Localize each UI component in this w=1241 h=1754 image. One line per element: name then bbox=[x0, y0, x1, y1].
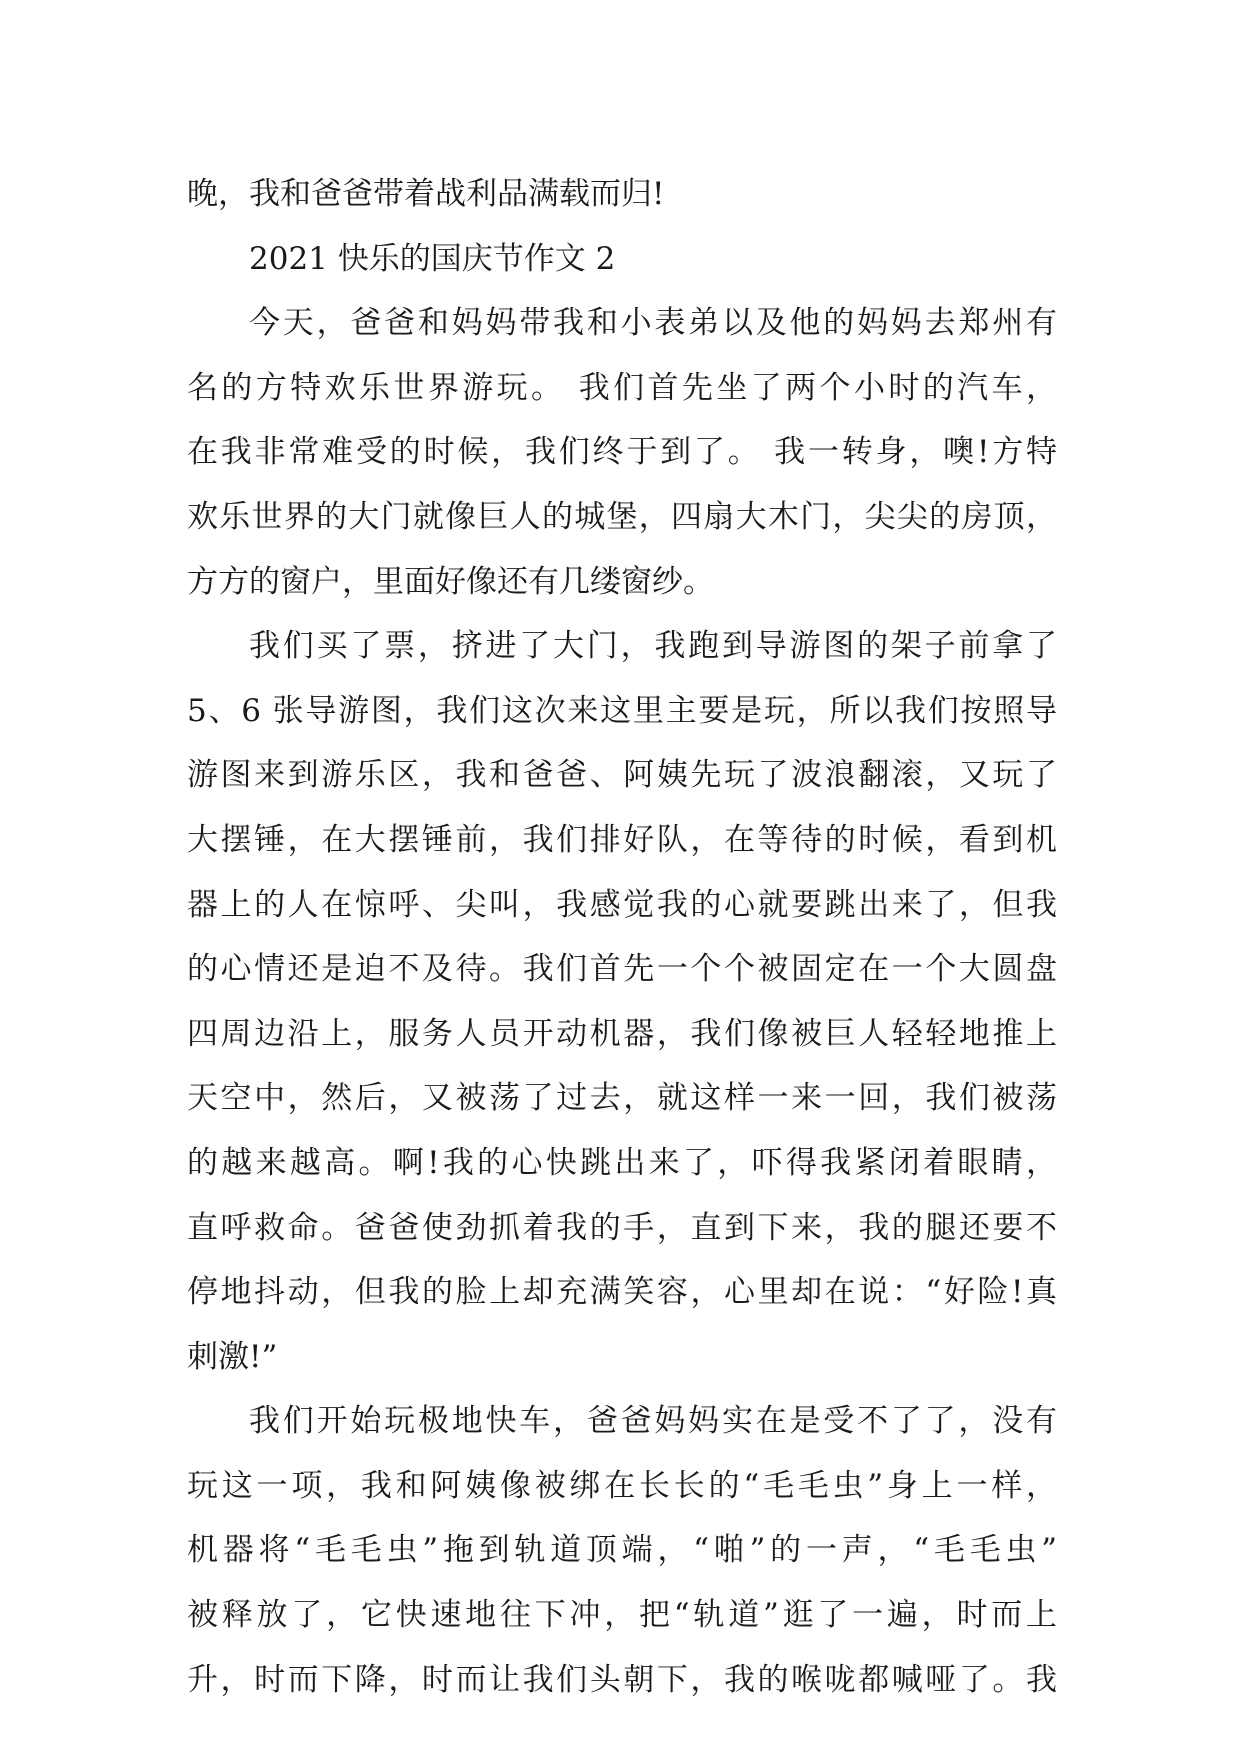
text-line: 的越来越高。啊!我的心快跳出来了，吓得我紧闭着眼睛， bbox=[187, 1144, 1057, 1181]
text-line: 我们开始玩极地快车，爸爸妈妈实在是受不了了，没有 bbox=[249, 1403, 1057, 1440]
text-line: 方方的窗户，里面好像还有几缕窗纱。 bbox=[187, 563, 714, 600]
text-line: 器上的人在惊呼、尖叫，我感觉我的心就要跳出来了，但我 bbox=[187, 886, 1057, 923]
text-line: 欢乐世界的大门就像巨人的城堡，四扇大木门，尖尖的房顶， bbox=[187, 498, 1057, 535]
text-line: 我们买了票，挤进了大门，我跑到导游图的架子前拿了 bbox=[249, 628, 1057, 665]
text-line: 大摆锤，在大摆锤前，我们排好队，在等待的时候，看到机 bbox=[187, 821, 1057, 858]
text-line: 停地抖动，但我的脸上却充满笑容，心里却在说：“好险!真 bbox=[187, 1274, 1057, 1311]
text-line: 今天，爸爸和妈妈带我和小表弟以及他的妈妈去郑州有 bbox=[249, 305, 1057, 342]
text-line: 在我非常难受的时候，我们终于到了。 我一转身，噢!方特 bbox=[187, 434, 1057, 471]
text-line: 天空中，然后，又被荡了过去，就这样一来一回，我们被荡 bbox=[187, 1080, 1057, 1117]
text-line: 被释放了，它快速地往下冲，把“轨道”逛了一遍，时而上 bbox=[187, 1597, 1057, 1634]
text-line: 游图来到游乐区，我和爸爸、阿姨先玩了波浪翻滚，又玩了 bbox=[187, 757, 1057, 794]
text-line: 刺激!” bbox=[187, 1338, 278, 1375]
section-title: 2021 快乐的国庆节作文 2 bbox=[249, 240, 616, 277]
text-line: 升，时而下降，时而让我们头朝下，我的喉咙都喊哑了。我 bbox=[187, 1661, 1057, 1698]
article-body bbox=[187, 162, 1057, 1712]
text-line: 名的方特欢乐世界游玩。 我们首先坐了两个小时的汽车， bbox=[187, 369, 1057, 406]
text-line: 晚，我和爸爸带着战利品满载而归! bbox=[187, 176, 665, 212]
text-line: 5、6 张导游图，我们这次来这里主要是玩，所以我们按照导 bbox=[187, 692, 1057, 729]
text-line: 直呼救命。爸爸使劲抓着我的手，直到下来，我的腿还要不 bbox=[187, 1209, 1057, 1246]
text-line: 的心情还是迫不及待。我们首先一个个被固定在一个大圆盘 bbox=[187, 951, 1057, 988]
text-line: 四周边沿上，服务人员开动机器，我们像被巨人轻轻地推上 bbox=[187, 1015, 1057, 1052]
text-line: 玩这一项，我和阿姨像被绑在长长的“毛毛虫”身上一样， bbox=[187, 1467, 1057, 1504]
text-line: 机器将“毛毛虫”拖到轨道顶端，“啪”的一声，“毛毛虫” bbox=[187, 1532, 1057, 1569]
